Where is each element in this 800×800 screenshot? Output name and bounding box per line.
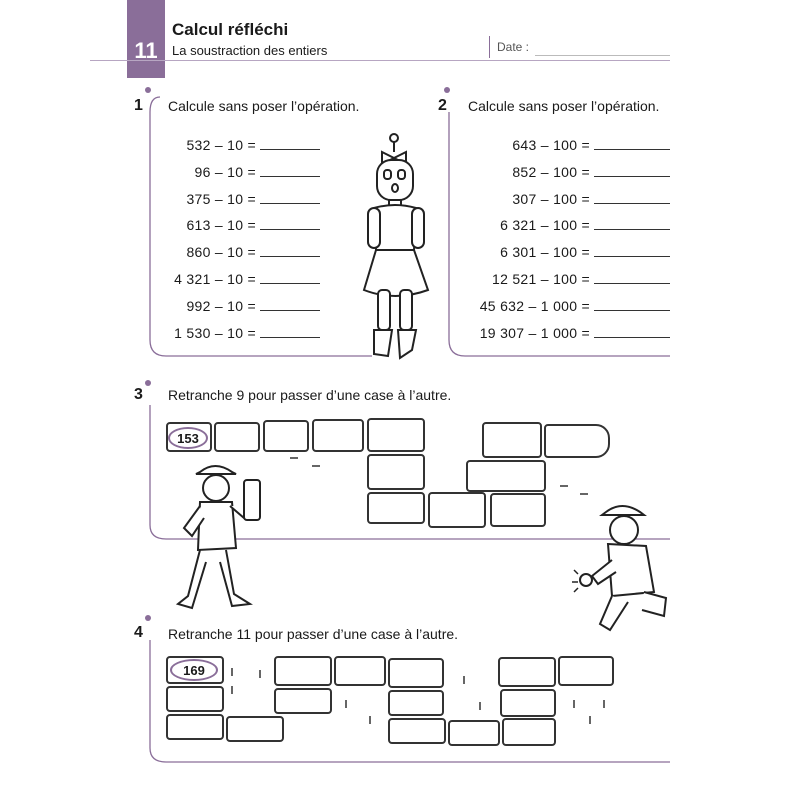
exercise-1-item[interactable]: 860 – 10 =	[150, 244, 320, 271]
exercise-1-item[interactable]: 4 321 – 10 =	[150, 271, 320, 298]
exercise-2-item[interactable]: 6 321 – 100 =	[458, 217, 670, 244]
exercise-2-item[interactable]: 643 – 100 =	[458, 137, 670, 164]
exercise-1-item[interactable]: 96 – 10 =	[150, 164, 320, 191]
exercise-2-item[interactable]: 6 301 – 100 =	[458, 244, 670, 271]
page-title: Calcul réfléchi	[172, 20, 289, 39]
exercise-1-item[interactable]: 532 – 10 =	[150, 137, 320, 164]
start-value-oval: 153	[168, 427, 208, 449]
exercise-2-item[interactable]: 45 632 – 1 000 =	[458, 298, 670, 325]
date-label: Date :	[497, 40, 530, 54]
page-subtitle: La soustraction des entiers	[172, 43, 328, 58]
exercise-2-number: 2	[438, 97, 447, 114]
exercise-1-item[interactable]: 613 – 10 =	[150, 217, 320, 244]
exercise-2-item[interactable]: 852 – 100 =	[458, 164, 670, 191]
exercise-1-item[interactable]: 992 – 10 =	[150, 298, 320, 325]
exercise-4-number: 4	[134, 624, 143, 641]
exercise-3-number: 3	[134, 386, 143, 403]
lesson-number-tab: 11	[127, 0, 165, 78]
exercise-3-instruction: Retranche 9 pour passer d’une case à l’autre.	[168, 387, 452, 403]
exercise-2-instruction: Calcule sans poser l’opération.	[468, 98, 660, 114]
exercise-1-instruction: Calcule sans poser l’opération.	[168, 98, 360, 114]
exercise-2-item[interactable]: 19 307 – 1 000 =	[458, 325, 670, 352]
exercise-1-item[interactable]: 1 530 – 10 =	[150, 325, 320, 352]
exercise-4-instruction: Retranche 11 pour passer d’une case à l’autre.	[168, 626, 459, 642]
exercise-1-number: 1	[134, 97, 143, 114]
exercise-2-item[interactable]: 12 521 – 100 =	[458, 271, 670, 298]
exercise-1-item[interactable]: 375 – 10 =	[150, 191, 320, 218]
start-value-oval: 169	[170, 659, 218, 681]
exercise-2-item[interactable]: 307 – 100 =	[458, 191, 670, 218]
